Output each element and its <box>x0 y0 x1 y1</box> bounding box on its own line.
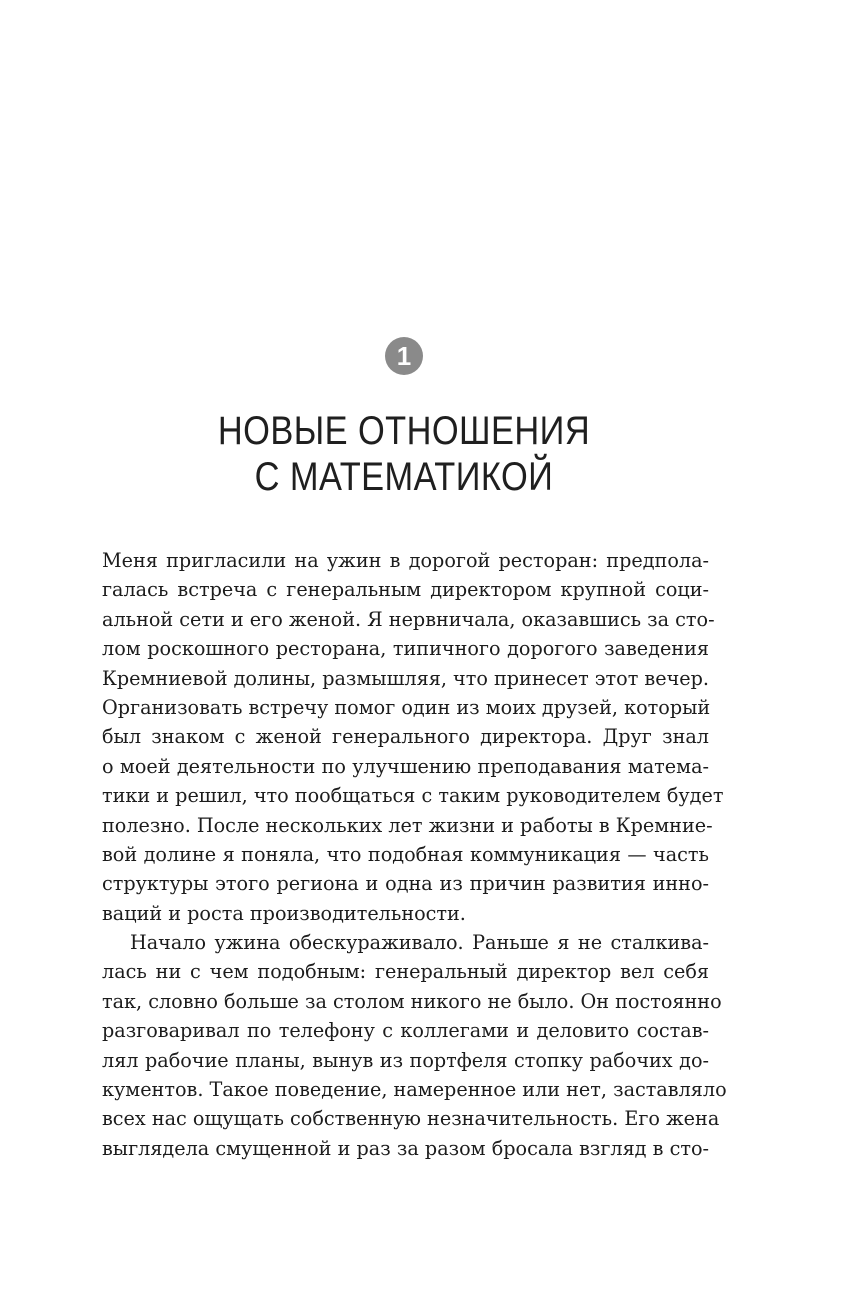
paragraph-2 <box>102 928 727 1163</box>
text-line: лял рабочие планы, вынув из портфеля стопку рабочих до- <box>102 1048 709 1072</box>
text-line: альной сети и его женой. Я нервничала, оказавшись за сто- <box>102 607 715 631</box>
chapter-title-line: С МАТЕМАТИКОЙ <box>254 455 554 499</box>
text-line: выглядела смущенной и раз за разом бросала взгляд в сто- <box>102 1136 709 1160</box>
text-line: лом роскошного ресторана, типичного дорогого заведения <box>102 637 709 661</box>
text-line: галась встреча с генеральным директором крупной соци- <box>102 578 709 602</box>
text-line: структуры этого региона и одна из причин развития инно- <box>102 872 709 896</box>
text-line: Кремниевой долины, размышляя, что принесет этот вечер. <box>102 666 709 690</box>
text-line: разговаривал по телефону с коллегами и деловито состав- <box>102 1019 709 1043</box>
chapter-title <box>143 408 666 500</box>
text-line: всех нас ощущать собственную незначительность. Его жена <box>102 1107 720 1131</box>
text-line: был знаком с женой генерального директора. Друг знал <box>102 725 709 749</box>
text-line: лась ни с чем подобным: генеральный директор вел себя <box>102 960 709 984</box>
text-line: тики и решил, что пообщаться с таким руководителем будет <box>102 784 724 808</box>
text-line: Организовать встречу помог один из моих друзей, который <box>102 695 711 719</box>
text-line: ваций и роста производительности. <box>102 901 466 925</box>
text-line: так, словно больше за столом никого не было. Он постоянно <box>102 989 722 1013</box>
chapter-number-badge: 1 <box>385 337 423 375</box>
text-line: Меня пригласили на ужин в дорогой ресторан: предпола- <box>102 549 709 572</box>
text-line: о моей деятельности по улучшению преподавания матема- <box>102 754 709 778</box>
text-line: кументов. Такое поведение, намеренное или нет, заставляло <box>102 1078 727 1102</box>
text-line: вой долине я поняла, что подобная коммуникация — часть <box>102 842 709 866</box>
text-line: полезно. После нескольких лет жизни и работы в Кремние- <box>102 813 713 837</box>
text-line: Начало ужина обескураживало. Раньше я не сталкива- <box>130 931 709 955</box>
paragraph-1 <box>102 546 724 928</box>
chapter-body <box>102 546 727 1163</box>
chapter-title-line: НОВЫЕ ОТНОШЕНИЯ <box>217 409 591 453</box>
